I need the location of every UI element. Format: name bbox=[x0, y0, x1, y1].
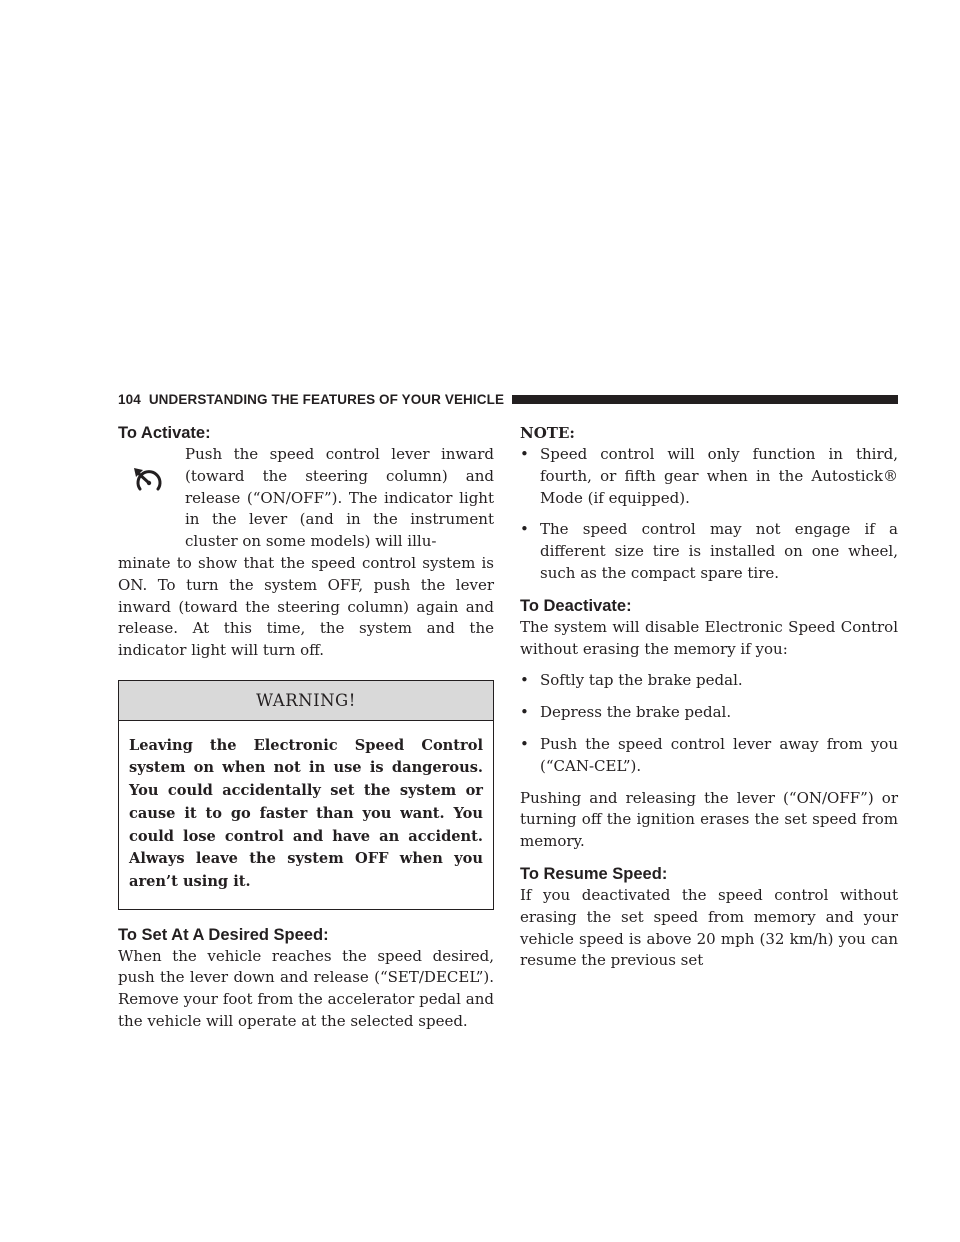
deactivate-list bbox=[520, 670, 898, 777]
bullet: • bbox=[520, 671, 529, 690]
activate-wrapped-text: Push the speed control lever inward (toward the steering column) and release (“ON/OFF”). The indicator light in the lever (and in the instrument cluster on some models) will illu- bbox=[185, 445, 494, 551]
activate-section bbox=[118, 444, 494, 553]
bullet: • bbox=[520, 520, 529, 539]
bullet: • bbox=[520, 703, 529, 722]
right-column bbox=[520, 422, 898, 972]
left-column bbox=[118, 422, 494, 1033]
page-header bbox=[118, 388, 898, 410]
activate-continued-text: minate to show that the speed control system is ON. To turn the system OFF, push the lever inward (toward the steering column) again and release. At this time, the system and the indicator light will turn off. bbox=[118, 553, 494, 660]
running-title: UNDERSTANDING THE FEATURES OF YOUR VEHICLE bbox=[148, 391, 505, 407]
deactivate-outro: Pushing and releasing the lever (“ON/OFF”) or turning off the ignition erases the set speed from memory. bbox=[520, 788, 898, 851]
heading-resume-speed: To Resume Speed: bbox=[520, 864, 668, 883]
speed-control-indicator-icon bbox=[132, 467, 166, 501]
list-item: • Softly tap the brake pedal. bbox=[520, 670, 898, 692]
note-title: NOTE: bbox=[520, 424, 575, 442]
bullet: • bbox=[520, 445, 529, 463]
heading-set-speed: To Set At A Desired Speed: bbox=[118, 925, 329, 944]
list-item: • Push the speed control lever away from you (“CAN-CEL”). bbox=[520, 734, 898, 775]
deactivate-intro: The system will disable Electronic Speed Control without erasing the memory if you: bbox=[520, 617, 898, 658]
heading-to-deactivate: To Deactivate: bbox=[520, 596, 632, 615]
list-item: • The speed control may not engage if a different size tire is installed on one wheel, such as the compact spare tire. bbox=[520, 520, 898, 582]
warning-body: Leaving the Electronic Speed Control system on when not in use is dangerous. You could accidentally set the system or cause it to go faster than you want. You could lose control and have an accident. Always leave the system OFF when you aren’t using it. bbox=[129, 736, 483, 890]
header-rule bbox=[512, 395, 898, 404]
warning-box bbox=[118, 680, 494, 910]
page-number: 104 bbox=[118, 391, 141, 407]
set-speed-text: When the vehicle reaches the speed desired, push the lever down and release (“SET/DECEL”). Remove your foot from the accelerator pedal and the vehicle will operate at the selected speed. bbox=[118, 946, 494, 1031]
resume-text: If you deactivated the speed control without erasing the set speed from memory and your vehicle speed is above 20 mph (32 km/h) you can resume the previous set bbox=[520, 885, 898, 970]
list-item: • Depress the brake pedal. bbox=[520, 702, 898, 724]
heading-to-activate: To Activate: bbox=[118, 424, 211, 442]
bullet: • bbox=[520, 734, 529, 753]
warning-title: WARNING! bbox=[119, 681, 493, 721]
note-list bbox=[520, 444, 898, 585]
list-item: • Speed control will only function in third, fourth, or fifth gear when in the Autostick® Mode (if equipped). bbox=[520, 445, 898, 507]
